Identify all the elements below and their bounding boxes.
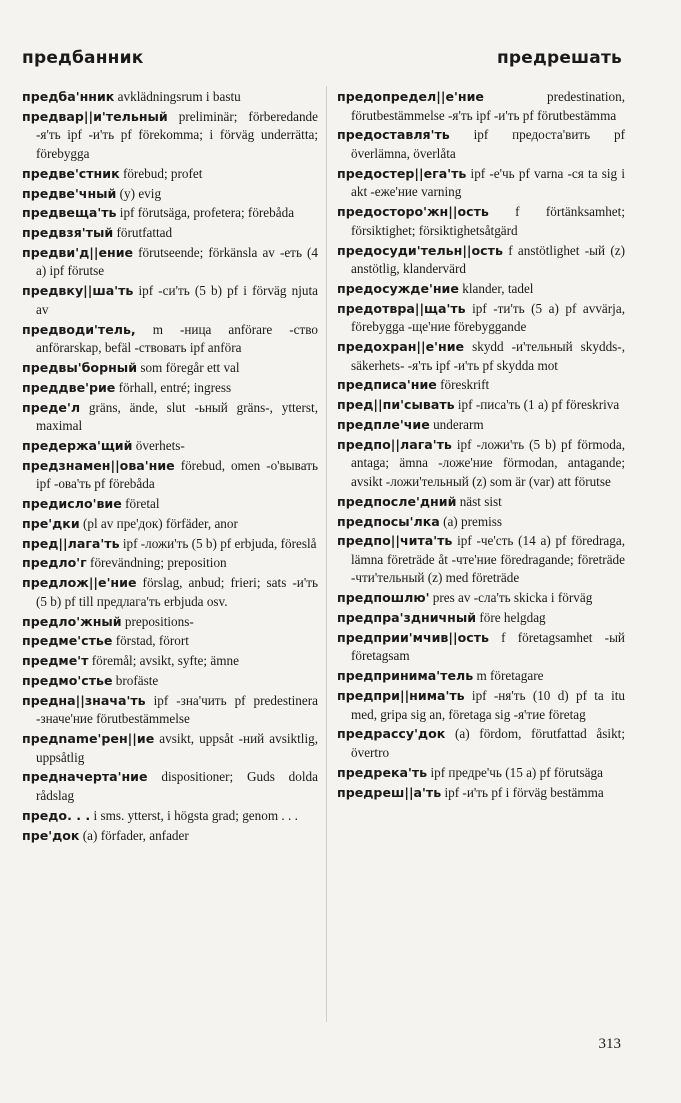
- definition: ipf -ложи'ть (5 b) pf förmoda, antaga; ämna -ложе'ние förmodan, antagande; avsikt -ложи'тельный (z) som är (var) att förutse: [351, 436, 625, 489]
- headword: пред||пи'сывать: [337, 397, 455, 413]
- definition: avklädningsrum i bastu: [114, 89, 241, 104]
- definition: ipf предре'чь (15 a) pf förutsäga: [427, 764, 603, 780]
- headword: предпринима'тель: [337, 668, 474, 684]
- headword: предвеща'ть: [22, 205, 117, 221]
- headword: предостер||ега'ть: [337, 165, 467, 181]
- definition: förevändning; preposition: [86, 555, 227, 571]
- definition: ipf -ложи'ть (5 b) pf erbjuda, föreslå: [119, 535, 317, 551]
- dictionary-entry: [22, 827, 318, 846]
- dictionary-entry: [337, 338, 625, 375]
- definition: gräns, ände, slut -ьный gräns-, ytterst, maximal: [36, 399, 318, 434]
- headword: пре'док: [22, 827, 80, 843]
- definition: predestination, förutbestämmelse -я'ть ipf -и'ть pf förutbestämma: [351, 89, 625, 123]
- definition: ipf -ня'ть (10 d) pf ta itu med, gripa sig an, företaga sig -я'тие företag: [351, 687, 625, 722]
- dictionary-entry: [337, 126, 625, 163]
- dictionary-entry: [337, 784, 625, 803]
- headword: предме'т: [22, 653, 89, 669]
- dictionary-entry: [22, 165, 318, 184]
- headword: преддве'рие: [22, 379, 116, 395]
- headword: предна||знача'ть: [22, 692, 146, 708]
- headword: предпошлю': [337, 590, 430, 606]
- definition: (a) premiss: [439, 513, 503, 529]
- dictionary-entry: [22, 321, 318, 358]
- dictionary-entry: [22, 224, 318, 243]
- headword: предоставля'ть: [337, 127, 450, 143]
- dictionary-entry: [22, 108, 318, 164]
- definition: f företagsamhet -ый företagsam: [351, 629, 625, 664]
- dictionary-entry: [22, 574, 318, 611]
- headword: предпо||чита'ть: [337, 533, 453, 549]
- dictionary-entry: [22, 768, 318, 805]
- definition: skydd -и'тельный skydds-, säkerhets- -я'ть ipf -и'ть pf skydda mot: [351, 339, 625, 373]
- headword: предвы'борный: [22, 360, 138, 375]
- right-column: [337, 88, 625, 803]
- dictionary-entry: [22, 379, 318, 398]
- definition: förslag, anbud; frieri; sats -и'ть (5 b) pf till предлага'ть erbjuda osv.: [36, 575, 318, 609]
- dictionary-entry: [22, 437, 318, 456]
- headword: предмо'стье: [22, 672, 113, 688]
- headword: предначерта'ние: [22, 769, 148, 785]
- dictionary-entry: [337, 609, 625, 628]
- headword: предприи'мчив||ость: [337, 629, 489, 645]
- running-head-left: предбанник: [22, 48, 144, 68]
- headword: предопредел||е'ние: [337, 89, 484, 104]
- headword: предисло'вие: [22, 496, 122, 512]
- dictionary-entry: [337, 667, 625, 686]
- definition: dispositioner; Guds dolda rådslag: [36, 769, 318, 804]
- headword: предвар||и'тельный: [22, 108, 168, 124]
- headword: предпра'здничный: [337, 610, 477, 626]
- headword: предосужде'ние: [337, 280, 459, 296]
- headword: предосуди'тельн||ость: [337, 242, 503, 258]
- definition: m -ница anförare -ство anförarskap, befäl -ствовать ipf anföra: [36, 321, 318, 356]
- definition: prepositions-: [121, 613, 194, 629]
- headword: предзнамен||ова'ние: [22, 457, 175, 473]
- dictionary-entry: [337, 242, 625, 279]
- headword: предве'стник: [22, 165, 120, 181]
- definition: ipf предоста'вить pf överlämna, överlåta: [351, 127, 625, 161]
- definition: som föregår ett val: [137, 360, 240, 375]
- definition: klander, tadel: [458, 280, 534, 296]
- dictionary-entry: [337, 165, 625, 202]
- left-column: [22, 88, 318, 846]
- definition: ipf -че'сть (14 a) pf föredraga, lämna företräde åt -чте'ние föredragande; företräde -чти'тельный (z) med företräde: [351, 533, 625, 586]
- dictionary-entry: [22, 652, 318, 671]
- definition: ipf -е'чь pf varna -ся ta sig i akt -еже'ние varning: [351, 165, 625, 200]
- definition: föreskrift: [436, 377, 490, 393]
- definition: (a) fördom, förutfattad åsikt; övertro: [351, 726, 625, 760]
- definition: ipf -писа'ть (1 a) pf föreskriva: [454, 397, 620, 413]
- definition: överhets-: [132, 437, 185, 453]
- dictionary-entry: [337, 493, 625, 512]
- dictionary-entry: [337, 532, 625, 588]
- headword: предержа'щий: [22, 437, 133, 453]
- dictionary-entry: [337, 764, 625, 783]
- dictionary-entry: [22, 185, 318, 204]
- definition: brofäste: [112, 672, 159, 688]
- dictionary-entry: [337, 88, 625, 125]
- headword: предпосле'дний: [337, 493, 457, 509]
- dictionary-entry: [22, 730, 318, 767]
- dictionary-entry: [22, 204, 318, 223]
- definition: förebud; profet: [119, 165, 203, 181]
- page-number: 313: [598, 1036, 621, 1052]
- dictionary-entry: [337, 280, 625, 299]
- definition: förstad, förort: [112, 633, 189, 649]
- dictionary-entry: [22, 359, 318, 378]
- headword: предо. . .: [22, 807, 91, 823]
- definition: preliminär; förberedande -я'ть ipf -и'ть pf förekomma; i förväg underrätta; förebygga: [36, 108, 318, 161]
- dictionary-entry: [337, 376, 625, 395]
- definition: i sms. ytterst, i högsta grad; genom . . .: [90, 807, 298, 823]
- definition: före helgdag: [476, 610, 546, 626]
- definition: ipf -и'ть pf i förväg bestämma: [441, 784, 604, 800]
- headword: предрека'ть: [337, 764, 428, 780]
- definition: näst sist: [456, 493, 502, 509]
- dictionary-entry: [337, 687, 625, 724]
- definition: föremål; avsikt, syfte; ämne: [88, 653, 239, 669]
- definition: (a) förfader, anfader: [79, 827, 189, 843]
- headword: предпле'чие: [337, 416, 430, 432]
- headword: предосторо'жн||ость: [337, 204, 489, 220]
- definition: ipf -зна'чить pf predestinera -значе'ние förutbestämmelse: [36, 692, 318, 727]
- headword: предводи'тель,: [22, 321, 136, 337]
- dictionary-entry: [22, 282, 318, 319]
- headword: предвзя'тый: [22, 225, 114, 241]
- dictionary-entry: [337, 203, 625, 240]
- headword: предреш||а'ть: [337, 784, 442, 800]
- headword: предпри||нима'ть: [337, 687, 465, 703]
- dictionary-entry: [22, 807, 318, 826]
- definition: (y) evig: [116, 185, 162, 201]
- definition: f förtänksamhet; försiktighet; försiktighetsåtgärd: [351, 204, 625, 238]
- dictionary-entry: [22, 535, 318, 554]
- definition: pres av -сла'ть skicka i förväg: [429, 590, 593, 606]
- definition: ipf -си'ть (5 b) pf i förväg njuta av: [36, 283, 318, 317]
- dictionary-entry: [337, 436, 625, 492]
- dictionary-entry: [337, 629, 625, 666]
- definition: f anstötlighet -ый (z) anstötlig, klandervärd: [351, 242, 625, 277]
- dictionary-entry: [22, 554, 318, 573]
- headword: предохран||е'ние: [337, 339, 465, 355]
- running-head-right: предрешать: [496, 48, 622, 68]
- headword: предви'д||ение: [22, 244, 134, 260]
- definition: ipf förutsäga, profetera; förebåda: [116, 205, 295, 221]
- headword: предло'жный: [22, 613, 122, 629]
- dictionary-entry: [337, 725, 625, 762]
- dictionary-entry: [337, 396, 625, 415]
- headword: пре'дки: [22, 515, 80, 531]
- definition: (pl av пре'док) förfäder, anor: [79, 515, 238, 531]
- dictionary-entry: [22, 88, 318, 107]
- definition: ipf -ти'ть (5 a) pf avvärja, förebygga -ще'ние förebyggande: [351, 300, 625, 335]
- headword: предname'рен||ие: [22, 731, 155, 747]
- headword: преде'л: [22, 399, 81, 415]
- headword: предме'стье: [22, 633, 113, 649]
- dictionary-entry: [22, 613, 318, 632]
- definition: underarm: [429, 416, 484, 432]
- headword: пред||лага'ть: [22, 535, 120, 551]
- headword: предба'нник: [22, 89, 115, 104]
- dictionary-entry: [337, 513, 625, 532]
- headword: предве'чный: [22, 185, 117, 201]
- dictionary-entry: [22, 672, 318, 691]
- dictionary-entry: [337, 300, 625, 337]
- dictionary-entry: [22, 457, 318, 494]
- headword: предпосы'лка: [337, 513, 440, 529]
- definition: företal: [121, 496, 160, 512]
- definition: avsikt, uppsåt -ний avsiktlig, uppsåtlig: [36, 731, 318, 765]
- dictionary-entry: [22, 244, 318, 281]
- headword: предотвра||ща'ть: [337, 300, 466, 316]
- dictionary-entry: [337, 416, 625, 435]
- definition: förhall, entré; ingress: [115, 379, 232, 395]
- dictionary-entry: [22, 692, 318, 729]
- dictionary-entry: [22, 632, 318, 651]
- dictionary-entry: [22, 495, 318, 514]
- headword: предпо||лага'ть: [337, 436, 452, 452]
- headword: предло'г: [22, 555, 87, 571]
- definition: förutseende; förkänsla av -еть (4 a) ipf förutse: [36, 244, 318, 279]
- definition: förutfattad: [113, 225, 173, 241]
- dictionary-entry: [337, 589, 625, 608]
- headword: предвку||ша'ть: [22, 283, 134, 299]
- headword: предрассу'док: [337, 726, 446, 742]
- dictionary-entry: [22, 515, 318, 534]
- definition: m företagare: [473, 668, 544, 684]
- definition: förebud, omen -о'вывать ipf -ова'ть pf förebåda: [36, 457, 318, 492]
- headword: предлож||е'ние: [22, 575, 137, 591]
- dictionary-entry: [22, 399, 318, 436]
- headword: предписа'ние: [337, 377, 437, 393]
- column-divider: [326, 86, 327, 1022]
